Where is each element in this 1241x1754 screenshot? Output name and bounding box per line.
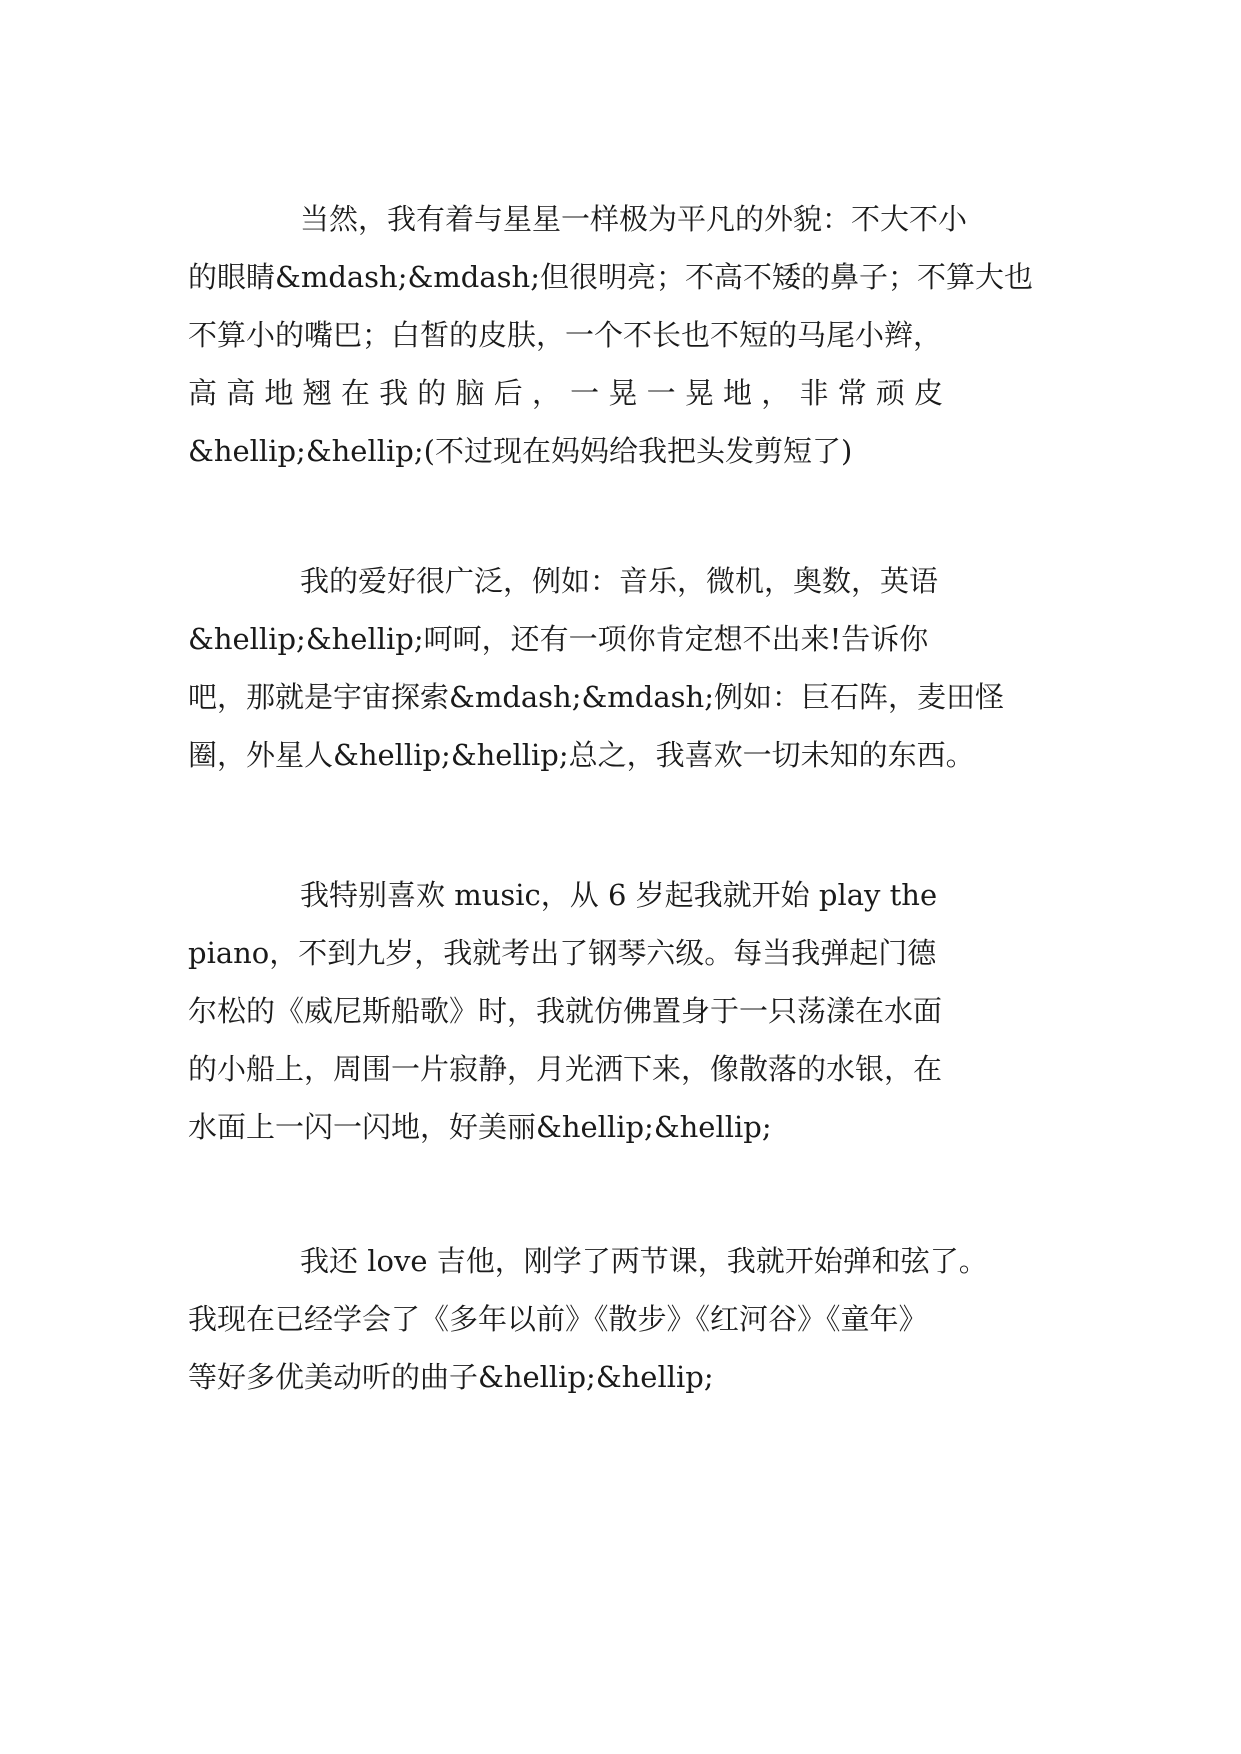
paragraph-line: 我的爱好很广泛，例如：音乐，微机，奥数，英语 xyxy=(300,564,939,598)
paragraph-line: 我现在已经学会了《多年以前》《散步》《红河谷》《童年》 xyxy=(188,1302,928,1336)
paragraph-line: 等好多优美动听的曲子&hellip;&hellip; xyxy=(188,1360,714,1394)
paragraph-line: 我还 love 吉他，刚学了两节课，我就开始弹和弦了。 xyxy=(300,1244,988,1278)
paragraph-line: 不算小的嘴巴；白皙的皮肤，一个不长也不短的马尾小辫， xyxy=(188,318,943,352)
paragraph-line: piano，不到九岁，我就考出了钢琴六级。每当我弹起门德 xyxy=(188,936,937,970)
paragraph-line: 的眼睛&mdash;&mdash;但很明亮；不高不矮的鼻子；不算大也 xyxy=(188,260,1033,294)
paragraph-appearance xyxy=(188,190,1054,480)
paragraph-line: 尔松的《威尼斯船歌》时，我就仿佛置身于一只荡漾在水面 xyxy=(188,994,943,1028)
paragraph-line: 吧，那就是宇宙探索&mdash;&mdash;例如：巨石阵，麦田怪 xyxy=(188,680,1004,714)
paragraph-guitar xyxy=(188,1232,1054,1406)
paragraph-line: 的小船上，周围一片寂静，月光洒下来，像散落的水银，在 xyxy=(188,1052,943,1086)
paragraph-line: 水面上一闪一闪地，好美丽&hellip;&hellip; xyxy=(188,1110,772,1144)
paragraph-music xyxy=(188,866,1054,1156)
paragraph-line: &hellip;&hellip;(不过现在妈妈给我把头发剪短了) xyxy=(188,434,853,468)
paragraph-line: 高 高 地 翘 在 我 的 脑 后 ， 一 晃 一 晃 地 ， 非 常 顽 皮 xyxy=(188,376,944,410)
paragraph-line: 我特别喜欢 music，从 6 岁起我就开始 play the xyxy=(300,878,938,912)
paragraph-line: &hellip;&hellip;呵呵，还有一项你肯定想不出来!告诉你 xyxy=(188,622,929,656)
paragraph-hobbies xyxy=(188,552,1054,784)
paragraph-line: 圈，外星人&hellip;&hellip;总之，我喜欢一切未知的东西。 xyxy=(188,738,975,772)
paragraph-line: 当然，我有着与星星一样极为平凡的外貌：不大不小 xyxy=(300,202,968,236)
